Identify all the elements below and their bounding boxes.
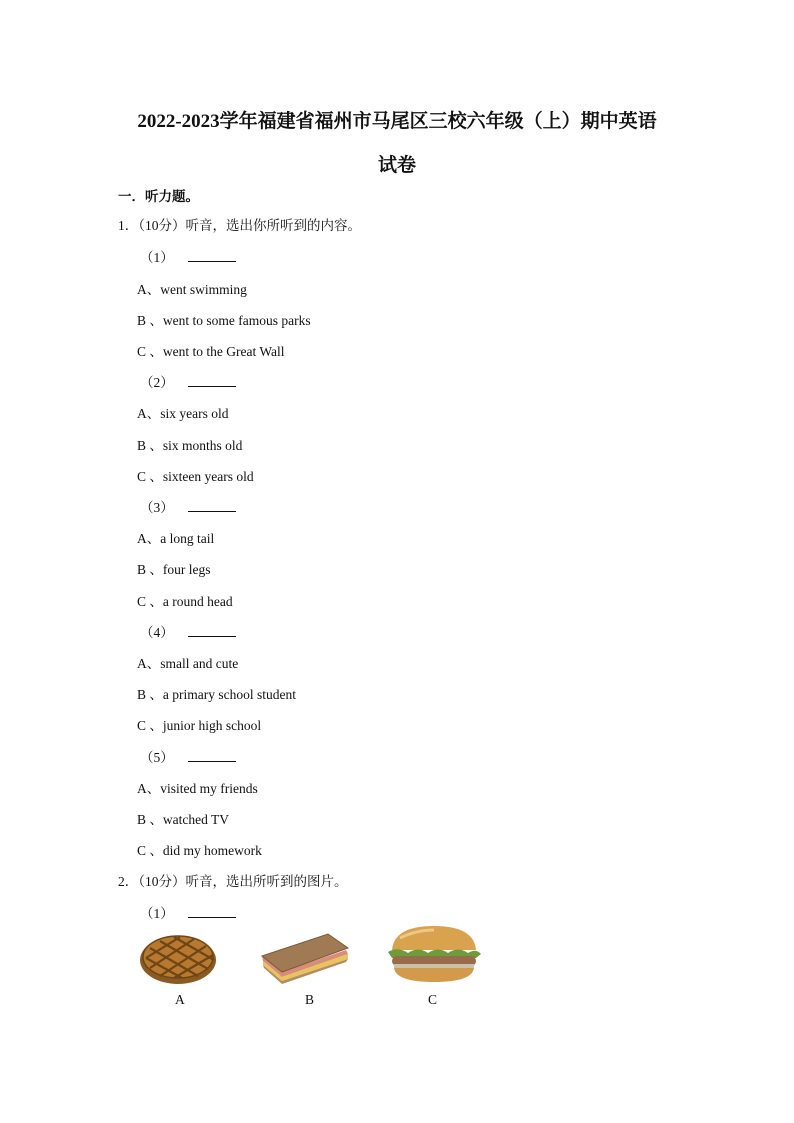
q1-sub-3 (140, 498, 236, 517)
pie-icon (138, 928, 218, 986)
q1-1-option-a: A、went swimming (137, 282, 247, 297)
q2-sub-1 (140, 904, 236, 923)
q1-4-option-b: B 、a primary school student (137, 687, 296, 702)
sub-number: （2） (140, 375, 174, 390)
picture-label-a: A (175, 992, 185, 1007)
sub-number: （1） (140, 250, 174, 265)
q1-sub-1 (140, 248, 236, 267)
answer-blank[interactable] (188, 373, 236, 387)
sub-number: （1） (140, 906, 174, 921)
q1-sub-2 (140, 373, 236, 392)
question-1-stem: 1．（10分）听音，选出你所听到的内容。 (118, 218, 361, 233)
q1-4-option-a: A、small and cute (137, 656, 239, 671)
q1-3-option-c: C 、a round head (137, 594, 233, 609)
q1-4-option-c: C 、junior high school (137, 718, 262, 733)
q1-3-option-b: B 、four legs (137, 562, 211, 577)
q1-sub-5 (140, 748, 236, 767)
sub-number: （5） (140, 750, 174, 765)
q1-sub-4 (140, 623, 236, 642)
q1-1-option-c: C 、went to the Great Wall (137, 344, 285, 359)
sub-number: （3） (140, 500, 174, 515)
q1-1-option-b: B 、went to some famous parks (137, 313, 311, 328)
title-line-2: 试卷 (377, 155, 416, 176)
picture-label-b: B (305, 992, 315, 1007)
answer-blank[interactable] (188, 498, 236, 512)
q1-2-option-c: C 、sixteen years old (137, 469, 254, 484)
q1-2-option-b: B 、six months old (137, 438, 243, 453)
q1-3-option-a: A、a long tail (137, 531, 215, 546)
question-2-stem: 2．（10分）听音，选出所听到的图片。 (118, 874, 348, 889)
picture-label-c: C (428, 992, 438, 1007)
sandwich-icon (258, 928, 350, 984)
q1-2-option-a: A、six years old (137, 406, 229, 421)
q1-5-option-b: B 、watched TV (137, 812, 229, 827)
q1-5-option-c: C 、did my homework (137, 843, 262, 858)
q1-5-option-a: A、visited my friends (137, 781, 258, 796)
answer-blank[interactable] (188, 623, 236, 637)
sub-number: （4） (140, 625, 174, 640)
section-heading: 一．听力题。 (118, 189, 199, 204)
hamburger-icon (386, 924, 482, 984)
document-title (100, 100, 694, 188)
answer-blank[interactable] (188, 248, 236, 262)
answer-blank[interactable] (188, 904, 236, 918)
title-line-1: 2022-2023学年福建省福州市马尾区三校六年级（上）期中英语 (137, 111, 657, 132)
answer-blank[interactable] (188, 748, 236, 762)
